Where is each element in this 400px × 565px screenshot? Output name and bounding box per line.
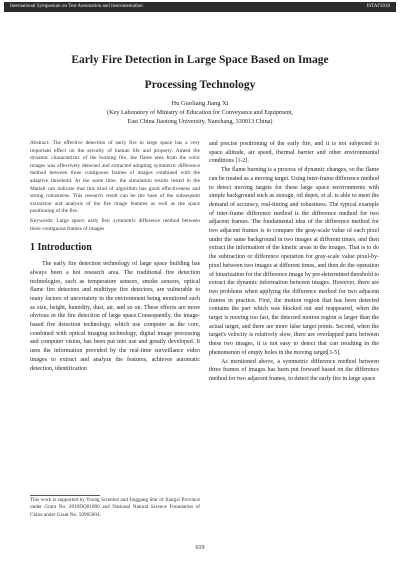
header-conference: International Symposium on Test Automation and Instrumentation xyxy=(10,4,143,9)
right-column xyxy=(209,140,379,384)
footnote: This work is supported by Young Scientist and Jinggang Star of Jiangxi Province under Grant No. 2010DQ01800 and National Natural Science Foundation of China under Grant No. 50965004. xyxy=(30,497,200,518)
affiliation-line-2: East China Jiaotong University, Nanchang, 330013 China) xyxy=(127,118,273,125)
paper-title-line-2: Processing Technology xyxy=(144,79,256,91)
body-paragraph: The flame burning is a process of dynamic changes, so the flame can be treated as a moving target. Using inter-frame difference method to detect moving targets for these large space environments with simple background such as storage, oil depot, et al. is able to meet the demand of accuracy, real-timing and robustness. The typical example of inter-frame difference method is the difference method for two adjacent frames. The fundamental idea of the difference method for two adjacent frames is to compare the gray-scale value of each pixel under the same background in two images at different times, and then extract the information of the kinetic areas in the images. That is to do the subtraction or difference operation for gray-scale value pixel-by-pixel between two images at different times, and then do the operation of binarization for the difference image by pre-determined threshold to extract the dynamic information between images. However, there are two problems when applying the difference method for two adjacent frames in practice. First, the motion region that has been detected contains the part which was blocked out and reappeared, when the target is moving too fast, the detected motion region is larger than the actual target, and there are more false target points. Second, when the target's velocity is relatively slow, there are overlapped parts between these two images, it is not easy to detect that can resulting in the phenomenon of empty holes in the moving target[3-5]. xyxy=(209,167,379,356)
paper-title-line-1: Early Fire Detection in Large Space Based on Image xyxy=(71,54,329,66)
section-heading: 1 Introduction xyxy=(30,242,92,254)
footnote-divider xyxy=(30,495,100,496)
page-number: 619 xyxy=(195,545,205,551)
body-paragraph: and precise positioning of the early fire, and it is not subjected to space altitude, air speed, thermal barrier and other environmental conditions [1-2]. xyxy=(209,141,379,165)
keywords: Keywords: Large space; early fire; symmetric difference method between three contiguous frames of images xyxy=(30,217,200,232)
body-paragraph: As mentioned above, a symmetric difference method between three frames of images has been put forward based on the difference method for two adjacent frames, to detect the early fire in large space xyxy=(209,358,379,382)
abstract: Abstract: The effective detection of early fire in large space has a very important effect on the security of human life and property. Aimed the dynamic characteristic of the burning fire, the flame area from the color images was effectively detected and extracted adopting symmetric difference method between three contiguous frames of images combined with the adaptive threshold. At the same time, the simulation results tested in the Matlab can indicate that this kind of algorithm has good effectiveness and strong robustness. This research result can be the base of the subsequent extraction and analysis of the fire image features as well as the space positioning of the fire. xyxy=(30,140,200,215)
body-paragraph: The early fire detection technology of large space building has always been a hot research area. The traditional fire detection technologies, such as temperature sensors, smoke sensors, optical flame fire detectors and multitype fire detectors, are vulnerable to many factors of uncertainty in the environment being monitored such as size, height, humidity, dust, air, and so on. These effects are more obvious in the fire detection of large space.Consequently, the image-based fire detection technology, which use computer as the core, combined with optical imaging technology, digital image processing and computer vision, has been put into use and greatly developed. It uses the information provided by the real-time surveillance video images to extract and analyze the features, achieves automatic detection, identification xyxy=(30,261,200,372)
left-column xyxy=(30,140,200,373)
header-short-name: ISTAI'2010 xyxy=(366,4,390,9)
affiliation-line-1: (Key Laboratory of Ministry of Education for Conveyance and Equipment, xyxy=(107,109,293,116)
authors: Hu Guoliang Jiang Xi xyxy=(171,100,229,107)
running-header xyxy=(4,2,396,12)
